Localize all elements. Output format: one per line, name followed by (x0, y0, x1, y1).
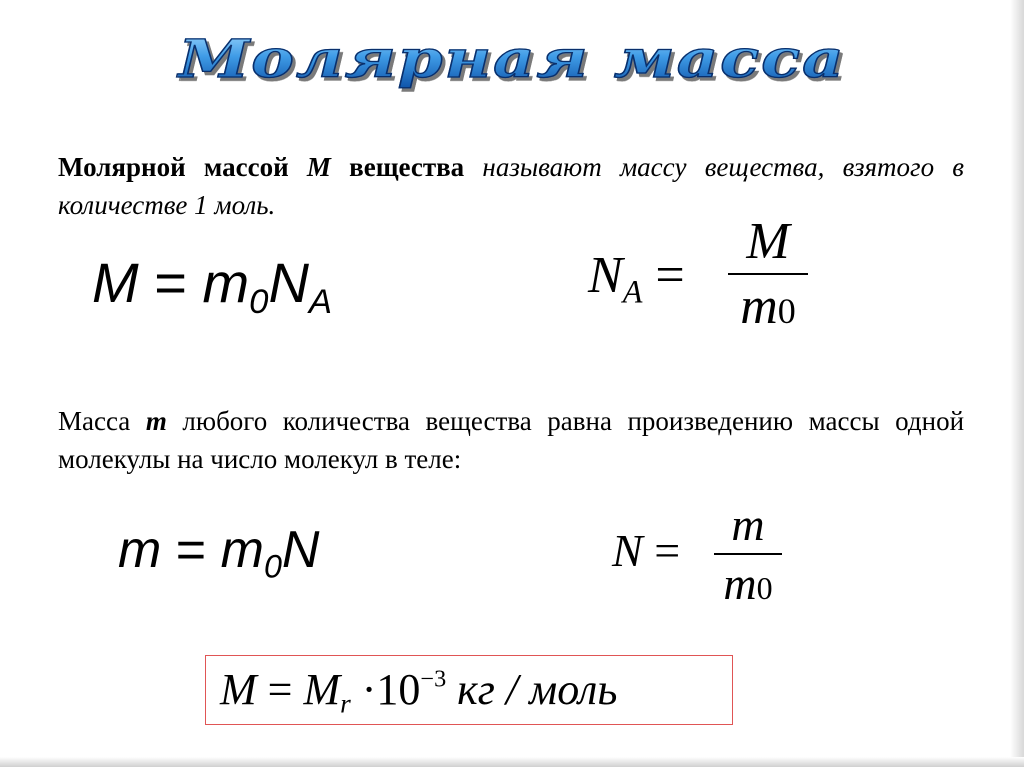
formula4-lhs: N (612, 525, 643, 576)
mass-statement-word: Масса (58, 406, 131, 436)
formula-avogadro (588, 246, 685, 310)
formula4-equals: = (654, 525, 681, 576)
formula2-denominator-wrap (740, 277, 796, 336)
formula5-base: 10 (376, 665, 421, 714)
formula5-units: кг / моль (457, 665, 618, 714)
formula3-factor1: m (220, 521, 264, 579)
definition-bold-term: Молярной массой (58, 152, 289, 182)
formula1-factor1: m (202, 251, 250, 314)
formula4-numerator: m (731, 499, 765, 550)
slide-title: Молярная масса (178, 28, 846, 91)
formula1-factor2: N (268, 251, 309, 314)
mass-statement-symbol: m (145, 406, 167, 436)
formula4-fraction (714, 498, 782, 610)
slide-bottom-edge-shadow (0, 757, 1024, 767)
formula5-equals: = (267, 665, 293, 714)
formula3-lhs: m (118, 521, 162, 579)
formula4-denominator-sub: 0 (756, 570, 773, 606)
formula1-factor2-sub: A (308, 283, 333, 322)
formula4-fraction-bar (714, 553, 782, 555)
formula1-equals: = (154, 251, 187, 314)
formula2-lhs-sub: A (622, 273, 643, 310)
mass-statement-paragraph (58, 402, 964, 478)
formula2-lhs: N (588, 247, 623, 304)
formula5-factor-sub: r (340, 688, 351, 719)
formula-molar-mass-relative (220, 664, 618, 719)
definition-symbol: М (306, 152, 331, 182)
definition-bold-after: вещества (349, 152, 465, 182)
definition-paragraph (58, 148, 964, 224)
formula-mass (118, 520, 320, 585)
formula5-dot: · (361, 665, 377, 714)
formula5-lhs: M (220, 665, 257, 714)
formula1-factor1-sub: 0 (249, 283, 269, 322)
slide-right-edge-shadow (1010, 0, 1024, 767)
definition-italic-text: называют массу вещества, взятого в количестве 1 моль. (58, 152, 965, 220)
slide-title-container (0, 22, 1024, 97)
formula4-denominator-wrap (723, 557, 772, 610)
formula5-factor: M (303, 665, 341, 714)
formula2-denominator: m (740, 278, 778, 335)
mass-statement-text: любого количества вещества равна произведению массы одной молекулы на число молекул в теле: (58, 406, 965, 474)
formula-number-of-molecules (612, 524, 680, 577)
formula3-factor2: N (281, 521, 320, 579)
formula2-fraction (728, 212, 808, 336)
formula-molar-mass (92, 250, 333, 322)
formula4-denominator: m (723, 558, 757, 609)
formula2-numerator: M (746, 213, 790, 270)
formula2-equals: = (655, 247, 685, 304)
formula3-equals: = (175, 521, 207, 579)
formula5-exponent: −3 (420, 665, 447, 693)
formula2-fraction-bar (728, 273, 808, 275)
formula1-lhs: M (92, 251, 139, 314)
formula2-denominator-sub: 0 (777, 291, 796, 331)
formula3-factor1-sub: 0 (263, 548, 282, 585)
